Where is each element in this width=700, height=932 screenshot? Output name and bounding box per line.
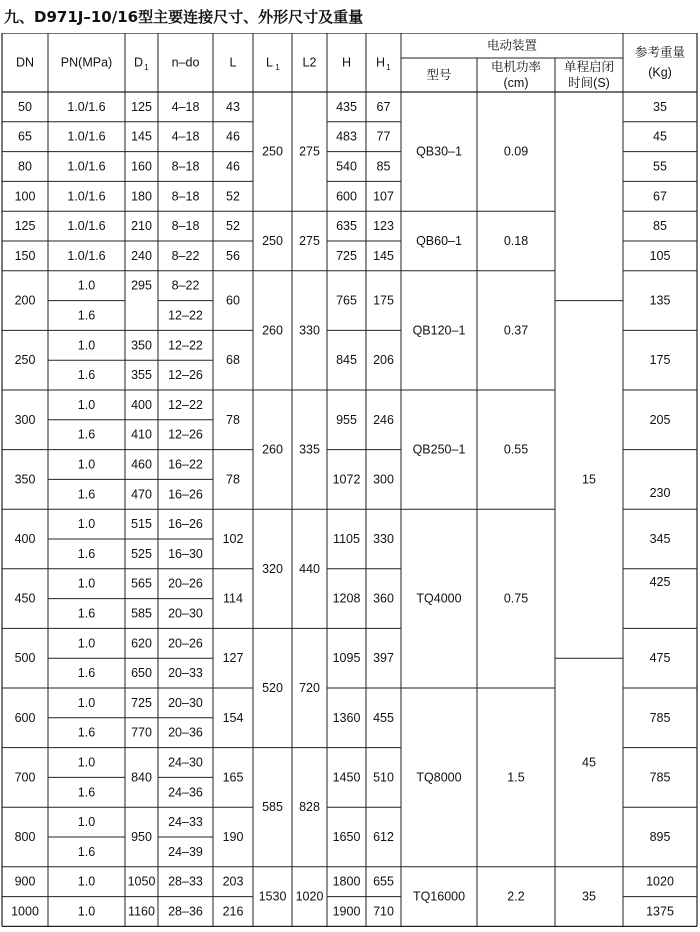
cell-h1: 360: [373, 591, 394, 606]
cell-ndo: 16–26: [168, 487, 203, 502]
cell-l1: 250: [262, 144, 283, 159]
cell-l: 78: [226, 472, 240, 487]
cell-h: 1650: [332, 830, 361, 844]
cell-ndo: 16–30: [168, 546, 203, 561]
cell-l1: 260: [262, 323, 283, 338]
cell-weight: 45: [653, 129, 667, 144]
cell-l: 127: [222, 651, 244, 666]
cell-ndo: 28–33: [168, 874, 203, 889]
cell-pn: 1.0: [77, 904, 96, 919]
cell-pn: 1.0: [77, 815, 96, 830]
cell-d1: 355: [131, 368, 152, 383]
cell-ndo: 12–22: [168, 338, 203, 353]
cell-l1: 585: [262, 800, 283, 815]
header-h: H: [341, 55, 352, 70]
cell-model: TQ8000: [416, 770, 462, 785]
cell-l1: 260: [262, 442, 283, 457]
header-h1-sub: 1: [386, 63, 391, 72]
cell-l: 154: [222, 710, 244, 725]
cell-d1: 160: [131, 159, 152, 174]
cell-weight: 135: [649, 293, 671, 308]
cell-dn: 600: [14, 710, 36, 725]
cell-weight: 35: [653, 99, 667, 114]
cell-dn: 800: [14, 830, 36, 844]
cell-pn: 1.0: [77, 517, 96, 532]
cell-pn: 1.6: [77, 487, 96, 502]
cell-l: 52: [226, 189, 240, 204]
cell-weight: 785: [649, 770, 671, 785]
cell-dn: 400: [14, 532, 36, 546]
cell-weight: 230: [649, 485, 671, 500]
cell-power: 2.2: [507, 889, 525, 904]
cell-time: 15: [582, 472, 596, 487]
header-power: 电机功率: [490, 60, 542, 74]
cell-power: 0.37: [503, 323, 529, 338]
cell-d1: 410: [131, 427, 152, 442]
cell-d1: 295: [131, 278, 152, 293]
cell-h: 1450: [332, 770, 361, 785]
cell-ndo: 24–36: [168, 785, 203, 800]
spec-table: [0, 33, 700, 930]
cell-model: TQ16000: [412, 889, 466, 904]
cell-l: 52: [226, 219, 240, 234]
cell-d1: 180: [131, 189, 152, 204]
header-weight-unit: (Kg): [648, 65, 672, 80]
cell-pn: 1.6: [77, 785, 96, 800]
cell-pn: 1.0: [77, 695, 96, 710]
cell-ndo: 24–30: [168, 755, 203, 770]
cell-pn: 1.0: [77, 576, 96, 591]
cell-ndo: 8–18: [171, 219, 200, 234]
cell-d1: 770: [131, 725, 152, 740]
cell-ndo: 16–26: [168, 517, 203, 532]
cell-h1: 123: [373, 219, 394, 234]
cell-dn: 125: [14, 219, 36, 234]
cell-d1: 470: [131, 487, 152, 502]
cell-model: QB60–1: [416, 234, 462, 248]
cell-dn: 1000: [11, 904, 39, 919]
cell-d1: 1160: [128, 904, 155, 919]
cell-weight: 475: [649, 651, 671, 666]
cell-ndo: 12–26: [168, 368, 203, 383]
cell-weight: 785: [649, 710, 671, 725]
table-cells: [11, 38, 685, 919]
cell-dn: 250: [14, 353, 36, 368]
cell-pn: 1.6: [77, 606, 96, 621]
header-model: 型号: [426, 68, 452, 82]
cell-pn: 1.0/1.6: [67, 159, 106, 174]
header-time: 单程启闭: [563, 60, 615, 74]
cell-l: 190: [222, 830, 244, 844]
cell-h: 1095: [332, 651, 361, 666]
cell-weight: 1375: [646, 904, 674, 919]
header-power-unit: (cm): [503, 76, 529, 90]
cell-dn: 700: [14, 770, 36, 785]
cell-weight: 67: [653, 189, 667, 204]
cell-h: 1105: [333, 532, 360, 546]
cell-ndo: 20–36: [168, 725, 203, 740]
cell-power: 0.09: [503, 144, 529, 159]
cell-weight: 105: [649, 248, 671, 263]
cell-h: 483: [336, 129, 357, 144]
cell-weight: 175: [649, 353, 671, 368]
cell-ndo: 12–22: [168, 308, 203, 323]
cell-l: 46: [226, 129, 240, 144]
cell-d1: 650: [131, 666, 152, 681]
cell-pn: 1.0: [77, 397, 96, 412]
cell-h: 1900: [332, 904, 361, 919]
cell-l1: 520: [262, 681, 283, 695]
cell-ndo: 12–22: [168, 397, 203, 412]
header-pn: PN(MPa): [60, 55, 113, 70]
cell-weight: 895: [649, 830, 671, 844]
cell-h1: 455: [373, 710, 394, 725]
cell-l: 56: [226, 248, 240, 263]
cell-d1: 400: [131, 397, 152, 412]
cell-d1: 565: [131, 576, 152, 591]
page-title: 九、D971J–10/16型主要连接尺寸、外形尺寸及重量: [4, 8, 364, 26]
cell-dn: 500: [14, 651, 36, 666]
cell-dn: 100: [14, 189, 36, 204]
header-d1: D: [133, 55, 144, 70]
header-l: L: [229, 55, 237, 70]
cell-pn: 1.0/1.6: [67, 219, 106, 234]
cell-l2: 275: [299, 234, 320, 248]
cell-pn: 1.6: [77, 725, 96, 740]
cell-model: QB250–1: [412, 442, 466, 457]
cell-weight: 425: [649, 575, 671, 590]
cell-d1: 585: [131, 606, 152, 621]
cell-l: 43: [226, 99, 240, 114]
cell-d1: 840: [131, 770, 152, 785]
cell-l: 60: [226, 293, 240, 308]
cell-time: 35: [582, 889, 596, 904]
cell-dn: 900: [14, 874, 36, 889]
cell-ndo: 8–22: [171, 248, 200, 263]
cell-ndo: 20–33: [168, 666, 203, 681]
cell-h: 1208: [332, 591, 361, 606]
cell-l2: 720: [299, 681, 320, 695]
cell-l2: 828: [299, 800, 320, 815]
cell-l: 165: [222, 770, 244, 785]
header-l2: L2: [302, 55, 317, 70]
cell-power: 0.18: [503, 234, 529, 248]
cell-weight: 85: [653, 219, 667, 234]
cell-ndo: 28–36: [168, 904, 203, 919]
cell-pn: 1.6: [77, 546, 96, 561]
cell-dn: 50: [18, 99, 32, 114]
cell-h1: 246: [373, 412, 394, 427]
cell-h1: 107: [373, 189, 394, 204]
cell-dn: 300: [14, 412, 36, 427]
cell-power: 0.55: [503, 442, 529, 457]
header-l1: L: [266, 55, 273, 70]
cell-l: 46: [226, 159, 240, 174]
cell-model: QB120–1: [412, 323, 466, 338]
cell-d1: 950: [131, 830, 152, 844]
cell-weight: 345: [649, 532, 671, 546]
cell-d1: 515: [131, 517, 152, 532]
cell-ndo: 20–30: [168, 695, 203, 710]
cell-weight: 205: [649, 412, 671, 427]
cell-h: 635: [336, 219, 357, 234]
cell-pn: 1.0: [77, 457, 96, 472]
cell-pn: 1.0: [77, 636, 96, 651]
cell-power: 0.75: [503, 591, 529, 606]
header-dn: DN: [15, 55, 35, 70]
cell-l2: 440: [299, 561, 320, 576]
cell-l1: 250: [262, 234, 283, 248]
cell-pn: 1.0/1.6: [67, 189, 106, 204]
cell-ndo: 20–26: [168, 636, 203, 651]
cell-h: 600: [336, 189, 357, 204]
cell-dn: 80: [18, 159, 32, 174]
cell-ndo: 4–18: [171, 129, 200, 144]
cell-d1: 460: [131, 457, 152, 472]
cell-h1: 510: [373, 770, 394, 785]
cell-h: 1072: [332, 472, 361, 487]
cell-pn: 1.0: [77, 874, 96, 889]
cell-h1: 612: [373, 830, 394, 844]
cell-h1: 85: [376, 159, 391, 174]
cell-dn: 150: [14, 248, 36, 263]
cell-pn: 1.6: [77, 427, 96, 442]
cell-ndo: 24–33: [168, 815, 203, 830]
header-h1: H: [375, 55, 386, 70]
cell-ndo: 20–26: [168, 576, 203, 591]
cell-d1: 125: [131, 99, 152, 114]
cell-l2: 275: [299, 144, 320, 159]
cell-h: 435: [336, 99, 357, 114]
cell-h: 845: [336, 353, 357, 368]
cell-l2: 330: [299, 323, 320, 338]
cell-pn: 1.0: [77, 278, 96, 293]
cell-l1: 1530: [258, 889, 287, 904]
cell-h1: 710: [373, 904, 394, 919]
cell-d1: 145: [131, 129, 152, 144]
cell-h: 1360: [332, 710, 361, 725]
cell-d1: 240: [131, 248, 152, 263]
cell-pn: 1.0/1.6: [67, 129, 106, 144]
cell-ndo: 8–22: [171, 278, 200, 293]
cell-dn: 450: [14, 591, 36, 606]
cell-h1: 655: [373, 874, 394, 889]
cell-l1: 320: [262, 561, 283, 576]
cell-ndo: 8–18: [171, 159, 200, 174]
cell-model: TQ4000: [416, 591, 462, 606]
header-ndo: n–do: [171, 55, 200, 70]
cell-ndo: 4–18: [171, 99, 200, 114]
cell-dn: 200: [14, 293, 36, 308]
header-weight: 参考重量: [634, 45, 686, 60]
cell-ndo: 24–39: [168, 844, 203, 859]
cell-l: 102: [222, 532, 244, 546]
cell-l: 114: [223, 591, 243, 606]
cell-h: 765: [336, 293, 357, 308]
cell-h1: 77: [376, 129, 391, 144]
cell-d1: 210: [131, 219, 152, 234]
cell-pn: 1.6: [77, 666, 96, 681]
cell-power: 1.5: [507, 770, 525, 785]
cell-pn: 1.6: [77, 844, 96, 859]
cell-d1: 350: [131, 338, 152, 353]
cell-time: 45: [582, 755, 596, 770]
cell-pn: 1.6: [77, 308, 96, 323]
cell-ndo: 20–30: [168, 606, 203, 621]
header-device: 电动装置: [486, 38, 538, 53]
header-l1-sub: 1: [275, 63, 280, 72]
cell-pn: 1.0/1.6: [67, 99, 106, 114]
cell-h: 540: [336, 159, 357, 174]
cell-d1: 525: [131, 546, 152, 561]
cell-pn: 1.0/1.6: [67, 248, 106, 263]
cell-dn: 350: [14, 472, 36, 487]
cell-dn: 65: [18, 129, 32, 144]
cell-l: 68: [226, 353, 240, 368]
cell-h1: 300: [373, 472, 394, 487]
cell-h1: 175: [373, 293, 394, 308]
cell-pn: 1.0: [77, 755, 96, 770]
cell-ndo: 12–26: [168, 427, 203, 442]
cell-l: 203: [222, 874, 244, 889]
header-d1-sub: 1: [144, 63, 149, 72]
cell-h: 955: [336, 412, 357, 427]
cell-weight: 55: [653, 159, 667, 174]
cell-d1: 725: [131, 695, 152, 710]
cell-h1: 206: [373, 353, 394, 368]
cell-model: QB30–1: [416, 144, 462, 159]
cell-h: 1800: [332, 874, 361, 889]
cell-pn: 1.0: [77, 338, 96, 353]
cell-weight: 1020: [646, 874, 674, 889]
cell-h1: 145: [373, 248, 394, 263]
cell-ndo: 16–22: [168, 457, 203, 472]
cell-d1: 620: [131, 636, 152, 651]
cell-h: 725: [336, 248, 357, 263]
cell-h1: 67: [376, 99, 391, 114]
cell-l: 78: [226, 412, 240, 427]
cell-pn: 1.6: [77, 368, 96, 383]
cell-ndo: 8–18: [171, 189, 200, 204]
header-time-unit: 时间(S): [568, 76, 610, 90]
cell-d1: 1050: [127, 874, 156, 889]
cell-l2: 335: [299, 442, 320, 457]
cell-h1: 397: [373, 651, 394, 666]
cell-h1: 330: [373, 532, 394, 546]
cell-l2: 1020: [295, 889, 324, 904]
cell-l: 216: [222, 904, 244, 919]
